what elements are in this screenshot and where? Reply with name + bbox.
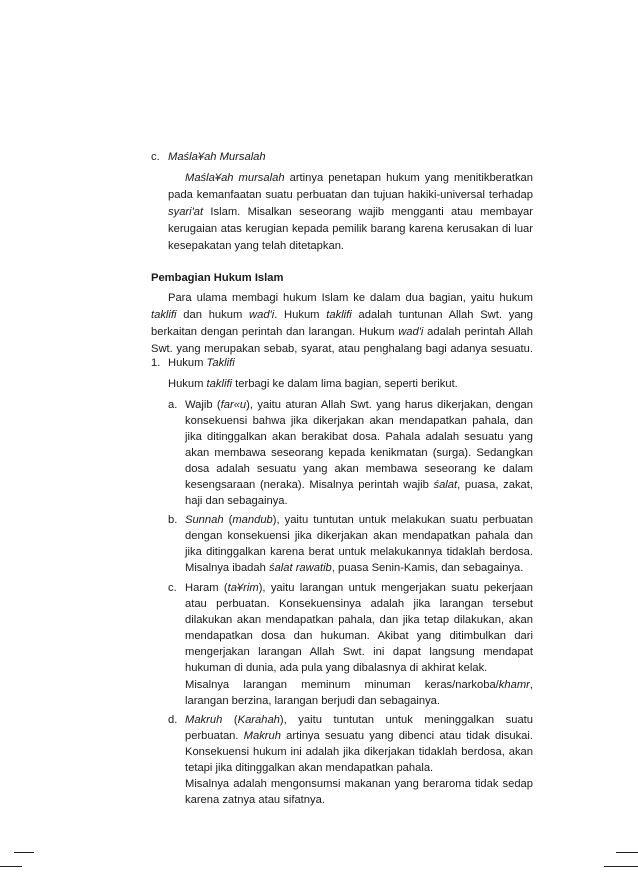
text: ), yaitu aturan Allah Swt. yang harus dikerjakan, dengan — [246, 399, 533, 411]
text: dan hukum — [176, 309, 250, 321]
item-b-line-4 — [185, 561, 523, 576]
item-d-line-4: tetapi jika ditinggalkan akan mendapatkan pahala. — [185, 762, 434, 774]
term: Makruh — [243, 730, 281, 742]
item-b-line-1 — [185, 513, 533, 528]
item-d-line-6: karena zatnya atau sifatnya. — [185, 794, 325, 806]
term: khamr — [498, 679, 530, 691]
item-d-line-3: Konsekuensi hukum ini adalah jika dikerjakan tidaklah berdosa, akan — [185, 746, 533, 758]
section-c-line-2: pada kemanfaatan suatu perbuatan dan tujuan hakiki-universal terhadap — [168, 189, 533, 201]
crop-mark-left-lower — [0, 866, 22, 867]
item-c-line-8: larangan berzina, larangan berjudi dan sebagainya. — [185, 695, 441, 707]
pembagian-line-1: Para ulama membagi hukum Islam ke dalam dua bagian, yaitu hukum — [168, 292, 533, 304]
text: Haram ( — [185, 582, 228, 594]
text: Misalnya ibadah — [185, 562, 269, 574]
item-b-line-2: dengan konsekuensi jika dikerjakan akan mendapatkan pahala dan — [185, 530, 533, 542]
term: far«u — [220, 399, 247, 411]
text: Hukum — [168, 378, 207, 390]
text: . Hukum — [274, 309, 327, 321]
item-b-label: b. — [168, 514, 178, 526]
term: taklifi — [151, 309, 177, 321]
section-c-line-3 — [168, 205, 533, 220]
text: ( — [222, 714, 238, 726]
pembagian-line-4: Swt. yang merupakan sebab, syarat, atau penghalang bagi adanya sesuatu. — [151, 343, 533, 355]
term: Makruh — [185, 714, 223, 726]
item-a-line-4: akan membawa seseorang kepada kenikmatan (surga). Sedangkan — [185, 447, 533, 459]
text: adalah tuntunan Allah Swt. yang — [351, 309, 533, 321]
item-d-line-1 — [185, 713, 533, 728]
text: ), yaitu tuntutan untuk melakukan suatu perbuatan — [272, 514, 533, 526]
text: ), yaitu larangan untuk mengerjakan suatu pekerjaan — [258, 582, 533, 594]
text: artinya sesuatu yang dibenci atau tidak disukai. — [280, 730, 533, 742]
term: Taklifi — [206, 357, 235, 369]
section-c-line-1 — [185, 171, 533, 186]
text: Hukum — [168, 357, 207, 369]
item-c-line-7 — [185, 678, 533, 693]
item-d-line-2 — [185, 729, 533, 744]
item-a-label: a. — [168, 399, 178, 411]
item-c-line-5: mengerjakan larangan Allah Swt. ini dapat langsung mendapat — [185, 646, 533, 658]
text: adalah perintah Allah — [423, 326, 533, 338]
item-1-title — [168, 356, 235, 371]
item-a-line-7: haji dan sebagainya. — [185, 495, 288, 507]
section-c-label: c. — [151, 151, 160, 163]
item-1-label: 1. — [151, 357, 161, 369]
section-c-line-5: kesepakatan yang telah ditetapkan. — [168, 240, 345, 252]
term: wad'i — [398, 326, 424, 338]
text: ( — [223, 514, 233, 526]
term: Maśla¥ah mursalah — [185, 172, 285, 184]
crop-mark-left-upper — [14, 852, 34, 853]
term: śalat — [433, 479, 458, 491]
text: artinya penetapan hukum yang menitikberatkan — [284, 172, 533, 184]
term: mandub — [232, 514, 273, 526]
crop-mark-right-lower — [604, 866, 638, 867]
item-c-line-6: hukuman di dunia, ada pula yang dibalasnya di akhirat kelak. — [185, 662, 488, 674]
term: ta¥rim — [227, 582, 259, 594]
term: Sunnah — [185, 514, 224, 526]
term: Karahah — [237, 714, 280, 726]
text: , — [529, 679, 533, 691]
section-c-line-4: kerugaian atas kerugian kepada pemilik barang karena kerusakan di luar — [168, 223, 533, 235]
text: Misalnya larangan meminum minuman keras/narkoba/ — [185, 679, 499, 691]
text: terbagi ke dalam lima bagian, seperti berikut. — [232, 378, 458, 390]
text: perbuatan. — [185, 730, 244, 742]
item-a-line-3: jika ditinggalkan akan berakibat dosa. Pahala adalah sesuatu yang — [185, 431, 533, 443]
text: , puasa, zakat, — [457, 479, 533, 491]
item-b-line-3: jika ditinggalkan karena berat untuk melakukannya tidaklah berdosa. — [185, 546, 533, 558]
item-c-line-2: atau perbuatan. Konsekuensinya adalah jika larangan tersebut — [185, 598, 533, 610]
item-c-line-3: dilakukan akan mendapatkan pahala, dan jika tetap dilakukan, akan — [185, 614, 533, 626]
term: taklifi — [206, 378, 233, 390]
item-c-line-4: mendapatkan dosa dan hukuman. Akibat yang ditimbulkan dari — [185, 630, 533, 642]
item-a-line-6 — [185, 478, 533, 493]
pembagian-line-2 — [151, 308, 533, 323]
term: wad'i — [249, 309, 275, 321]
text: ), yaitu tuntutan untuk meninggalkan suatu — [279, 714, 533, 726]
item-d-line-5: Misalnya adalah mengonsumsi makanan yang beraroma tidak sedap — [185, 778, 533, 790]
pembagian-heading: Pembagian Hukum Islam — [151, 272, 284, 284]
item-a-line-1 — [185, 398, 533, 413]
item-1-intro — [168, 377, 458, 392]
item-c-label: c. — [168, 582, 177, 594]
term: śalat rawatib — [268, 562, 332, 574]
section-c-heading: Maśla¥ah Mursalah — [168, 151, 266, 163]
item-a-line-5: dosa adalah sesuatu yang akan membawa seseorang ke dalam — [185, 463, 533, 475]
item-d-label: d. — [168, 714, 178, 726]
crop-mark-right-upper — [616, 852, 638, 853]
text: , puasa Senin-Kamis, dan sebagainya. — [331, 562, 524, 574]
term: syari'at — [168, 206, 204, 218]
text: berkaitan dengan perintah dan larangan. Hukum — [151, 326, 399, 338]
text: Islam. Misalkan seseorang wajib mengganti atau membayar — [203, 206, 533, 218]
text: Wajib ( — [185, 399, 221, 411]
item-c-line-1 — [185, 581, 533, 596]
pembagian-line-3 — [151, 325, 533, 340]
term: taklifi — [326, 309, 352, 321]
text: kesengsaraan (neraka). Misalnya perintah wajib — [185, 479, 434, 491]
item-a-line-2: konsekuensi bahwa jika dikerjakan akan mendapatkan pahala, dan — [185, 415, 533, 427]
